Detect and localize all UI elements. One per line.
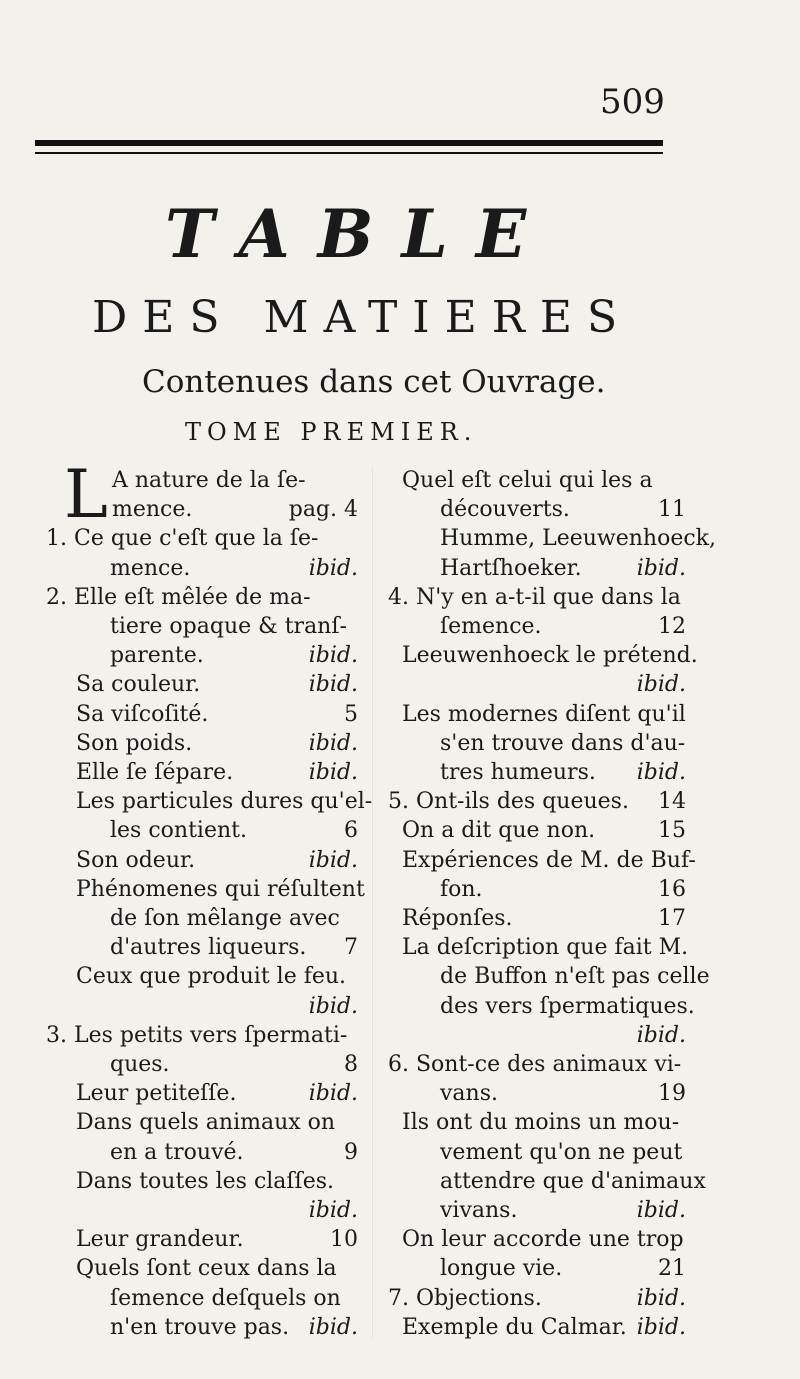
- index-entry-text: Les particules dures qu'el-: [76, 789, 373, 815]
- index-entry-text: Exemple du Calmar.: [402, 1314, 627, 1340]
- index-entry-page: ibid.: [636, 1285, 686, 1311]
- drop-cap: L: [64, 456, 108, 533]
- index-entry-text: Son odeur.: [76, 847, 196, 873]
- page-number: 509: [600, 82, 665, 122]
- index-entry-text: fon.: [440, 876, 483, 902]
- index-entry-text: parente.: [110, 643, 204, 669]
- index-entry-text: On leur accorde une trop: [402, 1227, 684, 1253]
- header-rule-thin: [35, 152, 663, 154]
- index-entry-page: ibid.: [636, 760, 686, 785]
- column-gutter: [372, 468, 373, 1338]
- index-entry-page: 7: [344, 935, 358, 961]
- index-entry-text: 2. Elle eſt mêlée de ma-: [46, 584, 311, 610]
- index-entry-text: vivans.: [440, 1198, 518, 1223]
- index-entry-text: Les modernes diſent qu'il: [402, 701, 686, 727]
- index-entry-text: 1. Ce que c'eſt que la ſe-: [46, 526, 319, 552]
- index-entry-text: de Buffon n'eſt pas celle: [440, 964, 710, 990]
- index-entry-page: ibid.: [636, 555, 686, 581]
- index-entry-text: ques.: [110, 1052, 170, 1077]
- index-entry-page: ibid.: [308, 672, 358, 698]
- index-entry-text: Ils ont du moins un mou-: [402, 1110, 680, 1136]
- index-entry-text: Elle ſe ſépare.: [76, 760, 234, 785]
- index-entry-page: ibid.: [636, 1198, 686, 1223]
- index-entry-text: mence.: [110, 555, 191, 581]
- index-entry-page: ibid.: [308, 730, 358, 756]
- index-entry-text: ſemence.: [440, 614, 542, 639]
- index-entry-text: La deſcription que fait M.: [402, 935, 689, 961]
- index-entry-page: ibid.: [308, 993, 358, 1019]
- index-entry-page: ibid.: [308, 555, 358, 581]
- index-entry-text: Son poids.: [76, 730, 193, 756]
- index-entry-text: attendre que d'animaux: [440, 1168, 706, 1194]
- index-entry-text: des vers ſpermatiques.: [440, 993, 695, 1019]
- index-entry-text: Réponſes.: [402, 906, 513, 931]
- index-entry-text: Ceux que produit le feu.: [76, 964, 347, 990]
- index-entry-text: 5. Ont-ils des queues.: [388, 789, 629, 815]
- index-entry-page: 8: [344, 1052, 358, 1077]
- index-entry-text: On a dit que non.: [402, 818, 596, 844]
- index-entry-text: longue vie.: [440, 1256, 563, 1282]
- index-entry-text: 6. Sont-ce des animaux vi-: [388, 1052, 682, 1077]
- index-entry-text: A nature de la ſe-: [112, 468, 306, 493]
- index-entry-page: ibid.: [308, 1081, 358, 1107]
- index-entry-text: tiere opaque & tranſ-: [110, 614, 347, 639]
- index-entry-page: ibid.: [308, 760, 358, 785]
- index-entry-page: ibid.: [636, 1314, 686, 1340]
- index-entry-page: ibid.: [308, 643, 358, 669]
- page-title: TABLE: [165, 195, 555, 273]
- index-entry-page: ibid.: [636, 672, 686, 698]
- index-entry-page: 19: [658, 1081, 686, 1107]
- index-entry-text: les contient.: [110, 818, 247, 844]
- index-entry-text: de ſon mêlange avec: [110, 906, 340, 931]
- index-entry-text: Leeuwenhoeck le prétend.: [402, 643, 698, 669]
- index-entry-text: mence.: [112, 497, 193, 523]
- index-entry-text: en a trouvé.: [110, 1139, 244, 1165]
- index-entry-text: s'en trouve dans d'au-: [440, 730, 686, 756]
- index-entry-text: Phénomenes qui réſultent: [76, 876, 365, 902]
- index-entry-page: 5: [344, 701, 358, 727]
- index-entry-page: pag. 4: [288, 497, 358, 523]
- index-entry-page: 21: [658, 1256, 686, 1282]
- index-entry-text: 7. Objections.: [388, 1285, 542, 1311]
- index-entry-page: 10: [330, 1227, 358, 1253]
- index-entry-text: Quel eſt celui qui les a: [402, 468, 653, 493]
- index-entry-text: n'en trouve pas.: [110, 1314, 290, 1340]
- index-entry-text: tres humeurs.: [440, 760, 596, 785]
- index-entry-page: 14: [658, 789, 686, 815]
- index-entry-text: Hartſhoeker.: [440, 555, 582, 581]
- index-entry-text: Humme, Leeuwenhoeck,: [440, 526, 716, 552]
- index-entry-text: Expériences de M. de Buf-: [402, 847, 696, 873]
- index-entry-text: ſemence deſquels on: [110, 1285, 341, 1311]
- index-entry-text: 3. Les petits vers ſpermati-: [46, 1022, 348, 1048]
- page-subtitle: DES MATIERES: [92, 292, 633, 343]
- index-entry-page: 17: [658, 906, 686, 931]
- index-entry-text: Leur grandeur.: [76, 1227, 244, 1253]
- index-entry-page: 9: [344, 1139, 358, 1165]
- index-entry-text: vement qu'on ne peut: [440, 1139, 683, 1165]
- index-entry-page: ibid.: [308, 1314, 358, 1340]
- volume-heading: TOME PREMIER.: [185, 418, 478, 446]
- index-entry-page: 12: [658, 614, 686, 639]
- index-entry-text: découverts.: [440, 497, 570, 523]
- index-entry-text: vans.: [440, 1081, 498, 1107]
- index-entry-page: 16: [658, 876, 686, 902]
- index-entry-page: ibid.: [636, 1022, 686, 1048]
- header-rule-thick: [35, 140, 663, 146]
- index-entry-text: Quels ſont ceux dans la: [76, 1256, 337, 1282]
- index-entry-text: Leur petiteſſe.: [76, 1081, 237, 1107]
- index-entry-text: Dans toutes les claſſes.: [76, 1168, 335, 1194]
- index-entry-page: 6: [344, 818, 358, 844]
- index-entry-text: d'autres liqueurs.: [110, 935, 307, 961]
- index-entry-text: 4. N'y en a-t-il que dans la: [388, 584, 681, 610]
- index-entry-page: ibid.: [308, 847, 358, 873]
- index-entry-text: Sa couleur.: [76, 672, 201, 698]
- index-entry-text: Dans quels animaux on: [76, 1110, 336, 1136]
- index-entry-page: ibid.: [308, 1198, 358, 1223]
- index-entry-page: 15: [658, 818, 686, 844]
- index-entry-page: 11: [658, 497, 686, 523]
- contents-caption: Contenues dans cet Ouvrage.: [142, 364, 606, 400]
- index-entry-text: Sa viſcoſité.: [76, 701, 209, 727]
